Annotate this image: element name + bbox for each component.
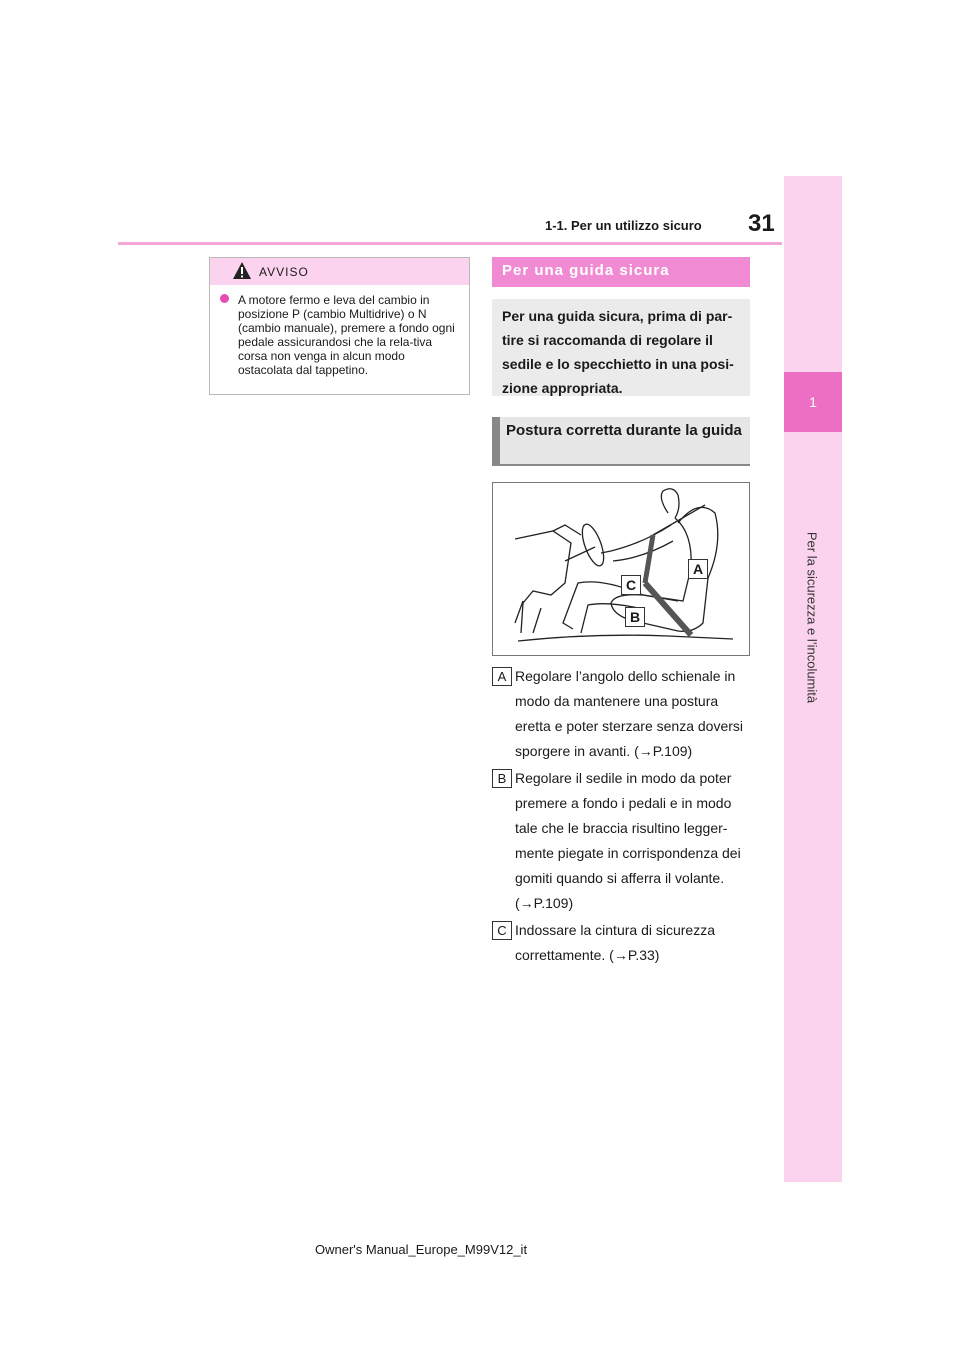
item-text: Regolare il sedile in modo da poter premere a fondo i pedali e in modo tale che le braccia risultino legger-mente piegate in corrispondenza dei gomiti quando si afferra il volante. (→P.109) (515, 770, 741, 911)
chapter-title-vertical (782, 520, 842, 704)
warning-triangle-icon (232, 261, 252, 285)
posture-list (492, 664, 752, 970)
seating-posture-illustration (492, 482, 750, 656)
item-label: B (492, 769, 512, 788)
warning-text: A motore fermo e leva del cambio in posizione P (cambio Multidrive) o N (cambio manuale), premere a fondo ogni pedale assicurandosi che la rela-tiva corsa non venga in alcun modo ostacolata dal tappetino. (238, 293, 455, 377)
header-rule (118, 242, 782, 245)
figure-label-a: A (688, 559, 708, 579)
list-item (492, 918, 752, 968)
warning-header (210, 258, 469, 285)
chapter-number-tab: 1 (784, 372, 842, 432)
list-item (492, 664, 752, 764)
bullet-icon (220, 294, 229, 303)
item-text: Indossare la cintura di sicurezza correttamente. (→P.33) (515, 922, 715, 963)
figure-label-b: B (625, 607, 645, 627)
page-number: 31 (748, 210, 775, 237)
warning-title: AVVISO (259, 265, 309, 279)
list-item (492, 766, 752, 916)
section-title: Per una guida sicura (492, 257, 750, 287)
item-label: C (492, 921, 512, 940)
section-intro: Per una guida sicura, prima di par-tire si raccomanda di regolare il sedile e lo specchietto in una posi-zione appropriata. (492, 299, 750, 396)
chapter-title: Per la sicurezza e l’incolumità (804, 531, 820, 704)
item-text: Regolare l’angolo dello schienale in modo da mantenere una postura eretta e poter sterzare senza doversi sporgere in avanti. (→P.109) (515, 668, 744, 759)
running-header: 1-1. Per un utilizzo sicuro (545, 218, 702, 233)
subsection-title: Postura corretta durante la guida (492, 417, 750, 466)
warning-body (210, 285, 469, 377)
driver-seat-drawing (493, 483, 749, 655)
item-label: A (492, 667, 512, 686)
figure-label-c: C (621, 575, 641, 595)
warning-box (209, 257, 470, 395)
footer-text: Owner's Manual_Europe_M99V12_it (315, 1242, 528, 1257)
